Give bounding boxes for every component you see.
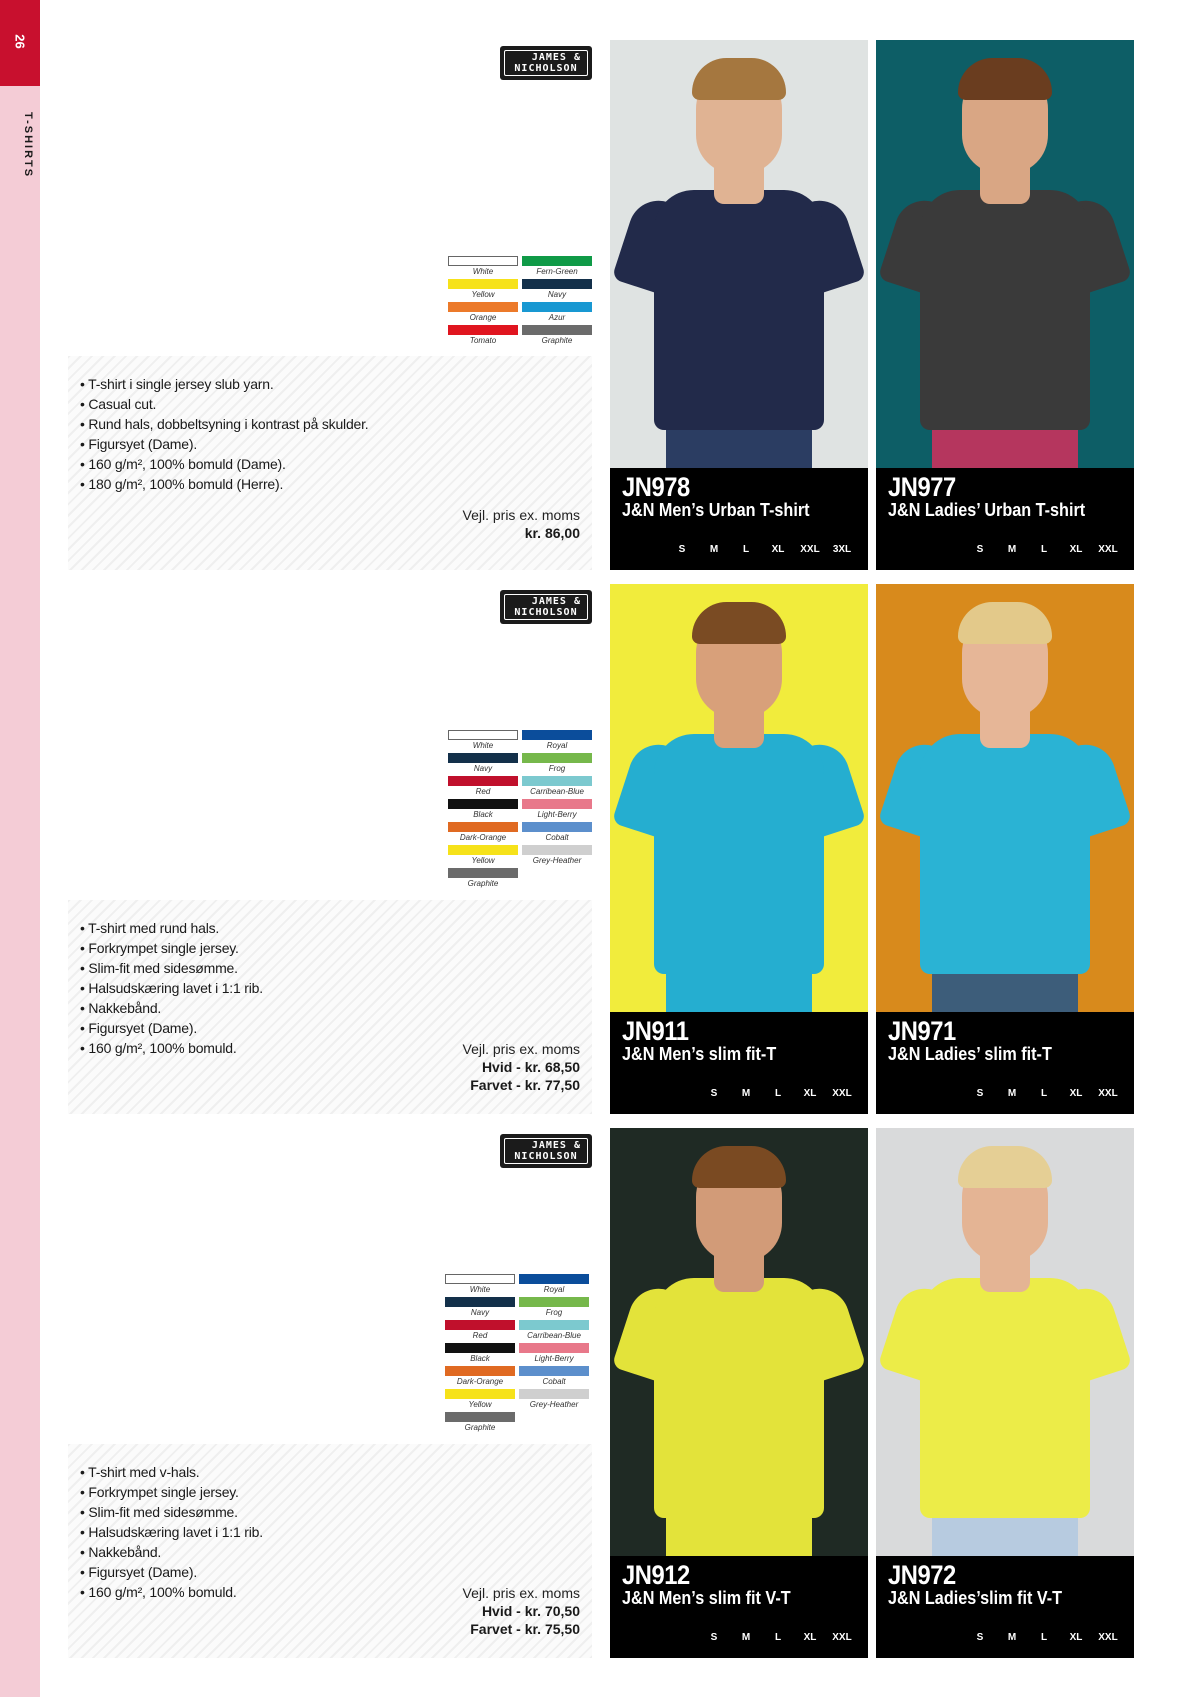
product-photo[interactable] [610,1128,868,1556]
size-option: L [1040,1088,1048,1099]
color-swatch [522,776,592,797]
product-label[interactable] [876,468,1134,570]
color-swatch [448,868,518,889]
color-swatch [448,325,518,346]
product-name: J&N Ladies’ Urban T-shirt [888,500,1086,520]
swatch-color [445,1343,515,1353]
product-photo[interactable] [610,584,868,1012]
swatch-name: Fern-Green [536,267,578,276]
model-pants [666,424,812,468]
brand-logo-frame [504,1138,588,1164]
price-block [463,506,580,542]
swatch-color [522,799,592,809]
swatch-name: Azur [548,313,566,322]
product-label[interactable] [876,1556,1134,1658]
brand-logo-line1: JAMES & [531,1140,581,1151]
feature-item: • Slim-fit med sidesømme. [80,960,238,976]
price-block [463,1584,580,1638]
size-list [698,1088,858,1099]
color-swatch [519,1274,589,1295]
swatch-name: Graphite [541,336,573,345]
swatch-color [448,868,518,878]
product-code: JN977 [888,472,956,502]
color-swatch [522,753,592,774]
size-option: S [976,544,984,555]
model-pants [666,968,812,1012]
color-swatch [522,279,592,300]
product-code: JN972 [888,1560,956,1590]
swatch-name: Navy [473,764,493,773]
swatch-name: Light-Berry [537,810,577,819]
swatch-color [445,1366,515,1376]
model-pants [932,968,1078,1012]
swatch-name: Royal [543,1285,565,1294]
model-pants [932,424,1078,468]
model-pants [932,1512,1078,1556]
feature-item: • Forkrympet single jersey. [80,1484,239,1500]
swatch-color [448,325,518,335]
swatch-color [522,753,592,763]
shirt-body [920,1278,1090,1518]
size-option: XXL [832,1088,852,1099]
feature-item: • 160 g/m², 100% bomuld (Dame). [80,456,286,472]
brand-logo-frame [504,594,588,620]
brand-logo-line1: JAMES & [531,52,581,63]
color-swatch [448,822,518,843]
size-option: XL [803,1088,817,1099]
size-option: M [741,1632,751,1643]
swatch-name: Yellow [471,856,495,865]
size-option: XXL [1098,544,1118,555]
product-label[interactable] [876,1012,1134,1114]
size-option: M [741,1088,751,1099]
size-option: L [742,544,750,555]
color-swatch [519,1297,589,1318]
product-code: JN912 [622,1560,690,1590]
swatch-name: Graphite [467,879,499,888]
page-number: 26 [12,34,28,49]
swatch-color [519,1366,589,1376]
color-swatch [445,1297,515,1318]
price-value: kr. 86,00 [524,525,580,541]
color-swatch [445,1389,515,1410]
swatch-color [448,845,518,855]
color-swatch [519,1366,589,1387]
color-swatch [519,1389,589,1410]
feature-item: • Nakkebånd. [80,1000,162,1016]
swatch-name: Cobalt [542,1377,566,1386]
size-list [964,1088,1124,1099]
brand-logo [500,1134,592,1168]
product-name: J&N Men’s Urban T-shirt [622,500,810,520]
swatch-color [522,279,592,289]
price-value: Hvid - kr. 70,50 [481,1603,580,1619]
size-option: L [774,1632,782,1643]
color-swatch [445,1320,515,1341]
swatch-color [448,776,518,786]
swatch-name: Grey-Heather [529,1400,579,1409]
product-photo[interactable] [876,584,1134,1012]
size-option: XL [803,1632,817,1643]
swatch-color [448,302,518,312]
swatch-name: Navy [547,290,567,299]
model-hair [692,1146,786,1188]
color-swatch [519,1320,589,1341]
product-code: JN911 [622,1016,689,1046]
swatch-name: Frog [545,1308,563,1317]
swatch-name: Yellow [468,1400,492,1409]
swatch-color [445,1412,515,1422]
price-label: Vejl. pris ex. moms [462,1041,580,1057]
color-swatch [522,845,592,866]
product-name: J&N Men’s slim fit-T [622,1044,777,1064]
size-list [964,1632,1124,1643]
swatch-color [522,256,592,266]
brand-logo-frame [504,50,588,76]
brand-logo [500,46,592,80]
swatch-color [448,256,518,266]
price-block [463,1040,580,1094]
model-hair [692,58,786,100]
color-swatch [448,279,518,300]
product-description [68,1444,592,1658]
product-block [0,40,1200,570]
price-label: Vejl. pris ex. moms [462,507,580,523]
feature-item: • 160 g/m², 100% bomuld. [80,1584,237,1600]
brand-logo [500,590,592,624]
swatch-name: Royal [546,741,568,750]
swatch-name: Navy [470,1308,490,1317]
swatch-name: Tomato [469,336,497,345]
size-option: L [1040,544,1048,555]
product-block [0,584,1200,1114]
color-swatch [519,1343,589,1364]
color-swatch [448,776,518,797]
swatch-color [519,1274,589,1284]
model-hair [958,602,1052,644]
size-list [964,544,1124,555]
product-block [0,1128,1200,1658]
swatch-name: Dark-Orange [456,1377,504,1386]
size-option: S [976,1632,984,1643]
color-swatch [522,256,592,277]
feature-list [80,918,263,1058]
brand-logo-line2: NICHOLSON [514,63,578,74]
product-code: JN978 [622,472,690,502]
brand-logo-line2: NICHOLSON [514,1151,578,1162]
color-swatch [448,799,518,820]
swatch-color [448,753,518,763]
swatch-color [522,845,592,855]
product-name: J&N Ladies’slim fit V-T [888,1588,1063,1608]
swatch-color [448,822,518,832]
size-option: M [709,544,719,555]
feature-item: • Halsudskæring lavet i 1:1 rib. [80,980,263,996]
swatch-color [519,1343,589,1353]
swatch-color [522,302,592,312]
brand-logo-line2: NICHOLSON [514,607,578,618]
swatch-name: Black [470,1354,490,1363]
feature-item: • T-shirt med rund hals. [80,920,220,936]
color-swatch [448,302,518,323]
size-option: L [774,1088,782,1099]
swatch-color [522,325,592,335]
shirt-body [920,190,1090,430]
swatch-name: Black [473,810,493,819]
feature-item: • Slim-fit med sidesømme. [80,1504,238,1520]
color-swatch [522,799,592,820]
feature-item: • Casual cut. [80,396,157,412]
swatch-name: Carribean-Blue [530,787,584,796]
feature-item: • Figursyet (Dame). [80,436,198,452]
swatch-name: Dark-Orange [459,833,507,842]
swatch-color [522,822,592,832]
feature-item: • Nakkebånd. [80,1544,162,1560]
size-list [666,544,858,555]
swatch-name: Light-Berry [534,1354,574,1363]
shirt-body [654,734,824,974]
size-option: XL [1069,1088,1083,1099]
swatch-name: Frog [548,764,566,773]
product-label[interactable] [610,1012,868,1114]
feature-item: • Forkrympet single jersey. [80,940,239,956]
product-photo[interactable] [876,40,1134,468]
color-swatch [448,753,518,774]
color-swatch [522,325,592,346]
color-swatch [445,1343,515,1364]
color-swatch [522,822,592,843]
swatch-color [519,1320,589,1330]
size-option: XL [1069,544,1083,555]
swatch-color [448,730,518,740]
size-option: XL [1069,1632,1083,1643]
size-option: XXL [1098,1088,1118,1099]
feature-item: • Rund hals, dobbeltsyning i kontrast på skulder. [80,416,369,432]
size-option: L [1040,1632,1048,1643]
feature-item: • Figursyet (Dame). [80,1564,198,1580]
model-hair [958,58,1052,100]
swatch-name: White [472,741,494,750]
feature-list [80,1462,263,1602]
swatch-color [519,1389,589,1399]
size-list [698,1632,858,1643]
swatch-name: Graphite [464,1423,496,1432]
color-swatch [448,730,518,751]
swatch-color [522,730,592,740]
product-code: JN971 [888,1016,956,1046]
swatch-name: Red [475,787,491,796]
size-option: S [710,1088,718,1099]
size-option: XXL [1098,1632,1118,1643]
product-label[interactable] [610,468,868,570]
size-option: S [710,1632,718,1643]
size-option: 3XL [832,544,852,555]
feature-item: • T-shirt i single jersey slub yarn. [80,376,274,392]
swatch-name: Red [472,1331,488,1340]
swatch-color [445,1320,515,1330]
feature-item: • 180 g/m², 100% bomuld (Herre). [80,476,284,492]
brand-logo-line1: JAMES & [531,596,581,607]
size-option: M [1007,1632,1017,1643]
swatch-color [522,776,592,786]
size-option: XL [771,544,785,555]
product-description [68,356,592,570]
model-hair [692,602,786,644]
color-swatch [448,845,518,866]
swatch-name: Carribean-Blue [527,1331,581,1340]
size-option: XXL [832,1632,852,1643]
color-swatch [448,256,518,277]
size-option: S [976,1088,984,1099]
shirt-body [654,1278,824,1518]
section-label: T-SHIRTS [22,112,34,179]
color-swatch [522,730,592,751]
size-option: M [1007,1088,1017,1099]
price-label: Vejl. pris ex. moms [462,1585,580,1601]
swatch-name: Cobalt [545,833,569,842]
price-value: Hvid - kr. 68,50 [481,1059,580,1075]
size-option: S [678,544,686,555]
color-swatch [445,1274,515,1295]
shirt-body [654,190,824,430]
size-option: XXL [800,544,820,555]
feature-item: • Figursyet (Dame). [80,1020,198,1036]
shirt-body [920,734,1090,974]
model-hair [958,1146,1052,1188]
swatch-name: Orange [469,313,497,322]
size-option: M [1007,544,1017,555]
price-value: Farvet - kr. 77,50 [470,1077,580,1093]
color-swatch [445,1366,515,1387]
feature-item: • 160 g/m², 100% bomuld. [80,1040,237,1056]
model-pants [666,1512,812,1556]
swatch-name: Grey-Heather [532,856,582,865]
color-swatch [522,302,592,323]
product-label[interactable] [610,1556,868,1658]
swatch-name: White [469,1285,491,1294]
swatch-color [448,799,518,809]
swatch-color [448,279,518,289]
product-photo[interactable] [610,40,868,468]
feature-item: • Halsudskæring lavet i 1:1 rib. [80,1524,263,1540]
color-swatch [445,1412,515,1433]
swatch-color [519,1297,589,1307]
swatch-color [445,1389,515,1399]
feature-item: • T-shirt med v-hals. [80,1464,200,1480]
product-description [68,900,592,1114]
feature-list [80,374,369,494]
price-value: Farvet - kr. 75,50 [470,1621,580,1637]
swatch-name: White [472,267,494,276]
product-name: J&N Ladies’ slim fit-T [888,1044,1052,1064]
swatch-color [445,1274,515,1284]
swatch-color [445,1297,515,1307]
product-photo[interactable] [876,1128,1134,1556]
product-name: J&N Men’s slim fit V-T [622,1588,791,1608]
swatch-name: Yellow [471,290,495,299]
